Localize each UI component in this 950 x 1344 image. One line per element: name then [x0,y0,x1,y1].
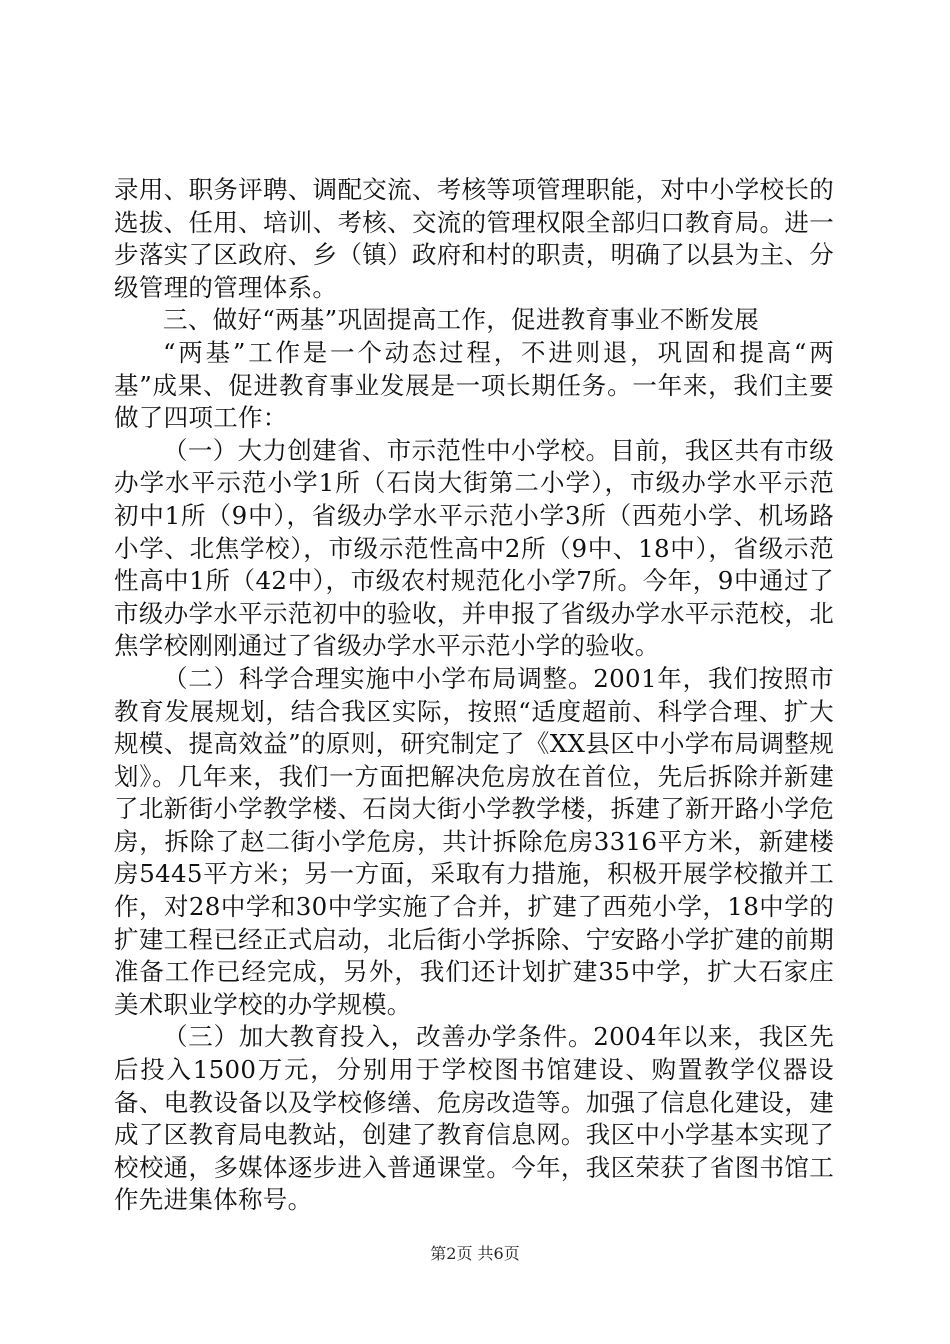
paragraph-4: （二）科学合理实施中小学布局调整。2001年，我们按照市教育发展规划，结合我区实际，按照“适度超前、科学合理、扩大规模、提高效益”的原则，研究制定了《XX县区中小学布局调整规划》。几年来，我们一方面把解决危房放在首位，先后拆除并新建了北新街小学教学楼、石岗大街小学教学楼，拆建了新开路小学危房，拆除了赵二街小学危房，共计拆除危房3316平方米，新建楼房5445平方米；另一方面，采取有力措施，积极开展学校撤并工作，对28中学和30中学实施了合并，扩建了西苑小学，18中学的扩建工程已经正式启动，北后街小学拆除、宁安路小学扩建的前期准备工作已经完成，另外，我们还计划扩建35中学，扩大石家庄美术职业学校的办学规模。 [114,663,834,1019]
paragraph-5: （三）加大教育投入，改善办学条件。2004年以来，我区先后投入1500万元，分别用于学校图书馆建设、购置教学仪器设备、电教设备以及学校修缮、危房改造等。加强了信息化建设，建成了区教育局电教站，创建了教育信息网。我区中小学基本实现了校校通，多媒体逐步进入普通课堂。今年，我区荣获了省图书馆工作先进集体称号。 [114,1022,834,1215]
document-body [114,174,834,1217]
paragraph-3: （一）大力创建省、市示范性中小学校。目前，我区共有市级办学水平示范小学1所（石岗大街第二小学），市级办学水平示范初中1所（9中），省级办学水平示范小学3所（西苑小学、机场路小学、北焦学校），市级示范性高中2所（9中、18中），省级示范性高中1所（42中），市级农村规范化小学7所。今年，9中通过了市级办学水平示范初中的验收，并申报了省级办学水平示范校，北焦学校刚刚通过了省级办学水平示范小学的验收。 [114,435,834,661]
paragraph-2: “两基”工作是一个动态过程，不进则退，巩固和提高“两基”成果、促进教育事业发展是一项长期任务。一年来，我们主要做了四项工作： [114,337,834,433]
paragraph-1: 录用、职务评聘、调配交流、考核等项管理职能，对中小学校长的选拔、任用、培训、考核、交流的管理权限全部归口教育局。进一步落实了区政府、乡（镇）政府和村的职责，明确了以县为主、分级管理的管理体系。 [114,175,834,302]
page-number-footer: 第2页 共6页 [430,1244,520,1263]
section-heading: 三、做好“两基”巩固提高工作，促进教育事业不断发展 [163,305,760,335]
